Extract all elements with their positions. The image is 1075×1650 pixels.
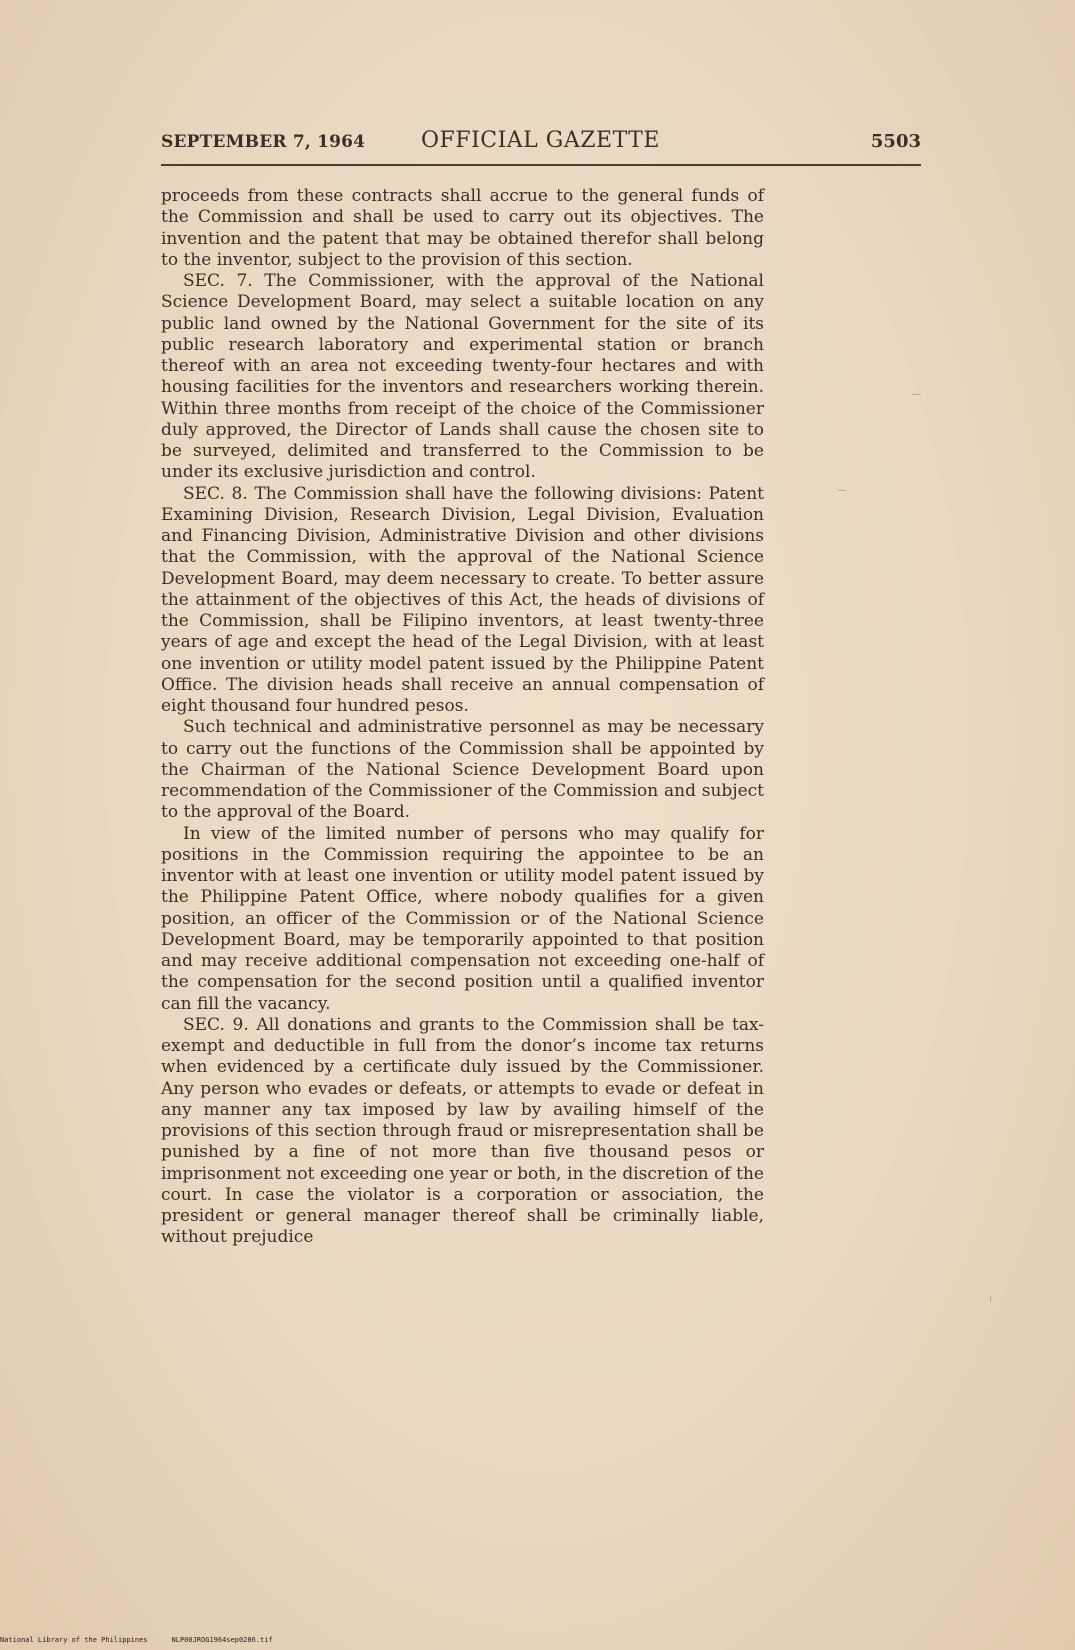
paragraph-text: All donations and grants to the Commission shall be tax-exempt and deductible in full from the donor’s income tax returns when evidenced by a certificate duly issued by the Commissioner. Any person who evades or defeats, or attempts to evade or defeat in any manner any tax imposed by law by availing himself of the provisions of this section through fraud or misrepresentation shall be punished by a fine of not more than five thousand pesos or imprisonment not exceeding one year or both, in the discretion of the court. In case the violator is a corporation or association, the president or general manager thereof shall be criminally liable, without prejudice <box>161 1014 765 1248</box>
paragraph-temporary-appointment <box>161 824 764 1015</box>
body-text <box>161 186 764 1249</box>
paragraph-section-7 <box>161 271 764 484</box>
paragraph-text: In view of the limited number of persons who may qualify for positions in the Commission requiring the appointee to be an inventor with at least one invention or utility model patent issued by the Philippine Patent Office, where nobody qualifies for a given position, an officer of the Commission or of the National Science Development Board, may be temporarily appointed to that position and may receive additional compensation not exceeding one-half of the compensation for the second position until a qualified inventor can fill the vacancy. <box>161 823 764 1014</box>
section-lead: SEC. 8. <box>183 483 248 504</box>
section-lead: SEC. 9. <box>183 1014 249 1035</box>
header-rule <box>161 164 921 166</box>
footer-filename: NLP00JROG1964sep0286.tif <box>171 1636 273 1644</box>
paragraph-text: The Commissioner, with the approval of the National Science Development Board, may select a suitable location on any public land owned by the National Government for the site of its public research laboratory and experimental station or branch thereof with an area not exceeding twenty-four hectares and with housing facilities for the inventors and researchers working therein. Within three months from receipt of the choice of the Commissioner duly approved, the Director of Lands shall cause the chosen site to be surveyed, delimited and transferred to the Commission to be under its exclusive jurisdiction and control. <box>161 271 764 483</box>
paragraph-text: proceeds from these contracts shall accrue to the general funds of the Commission and shall be used to carry out its objectives. The invention and the patent that may be obtained therefor shall belong to the inventor, subject to the provision of this section. <box>161 186 764 270</box>
header-date: SEPTEMBER 7, 1964 <box>161 132 366 152</box>
running-header <box>161 128 921 158</box>
scan-footer <box>0 1636 1075 1648</box>
margin-mark <box>912 394 921 395</box>
paragraph-section-9 <box>161 1015 764 1249</box>
paragraph-text: Such technical and administrative personnel as may be necessary to carry out the functions of the Commission shall be appointed by the Chairman of the National Science Development Board upon recommendation of the Commissioner of the Commission and subject to the approval of the Board. <box>161 717 764 823</box>
section-lead: SEC. 7. <box>183 271 253 291</box>
header-title: OFFICIAL GAZETTE <box>421 128 660 153</box>
paragraph-continuation <box>161 186 764 271</box>
paragraph-section-8 <box>161 484 764 718</box>
paragraph-text: The Commission shall have the following divisions: Patent Examining Division, Research Division, Legal Division, Evaluation and Financing Division, Administrative Division and other divisions that the Commission, with the approval of the National Science Development Board, may deem necessary to create. To better assure the attainment of the objectives of this Act, the heads of divisions of the Commission, shall be Filipino inventors, at least twenty-three years of age and except the head of the Legal Division, with at least one invention or utility model patent issued by the Philippine Patent Office. The division heads shall receive an annual compensation of eight thousand four hundred pesos. <box>161 483 765 716</box>
footer-library: National Library of the Philippines <box>0 1636 148 1644</box>
paragraph-personnel <box>161 717 764 823</box>
margin-mark <box>990 1296 991 1302</box>
margin-mark <box>838 490 846 491</box>
page-number: 5503 <box>870 131 921 152</box>
